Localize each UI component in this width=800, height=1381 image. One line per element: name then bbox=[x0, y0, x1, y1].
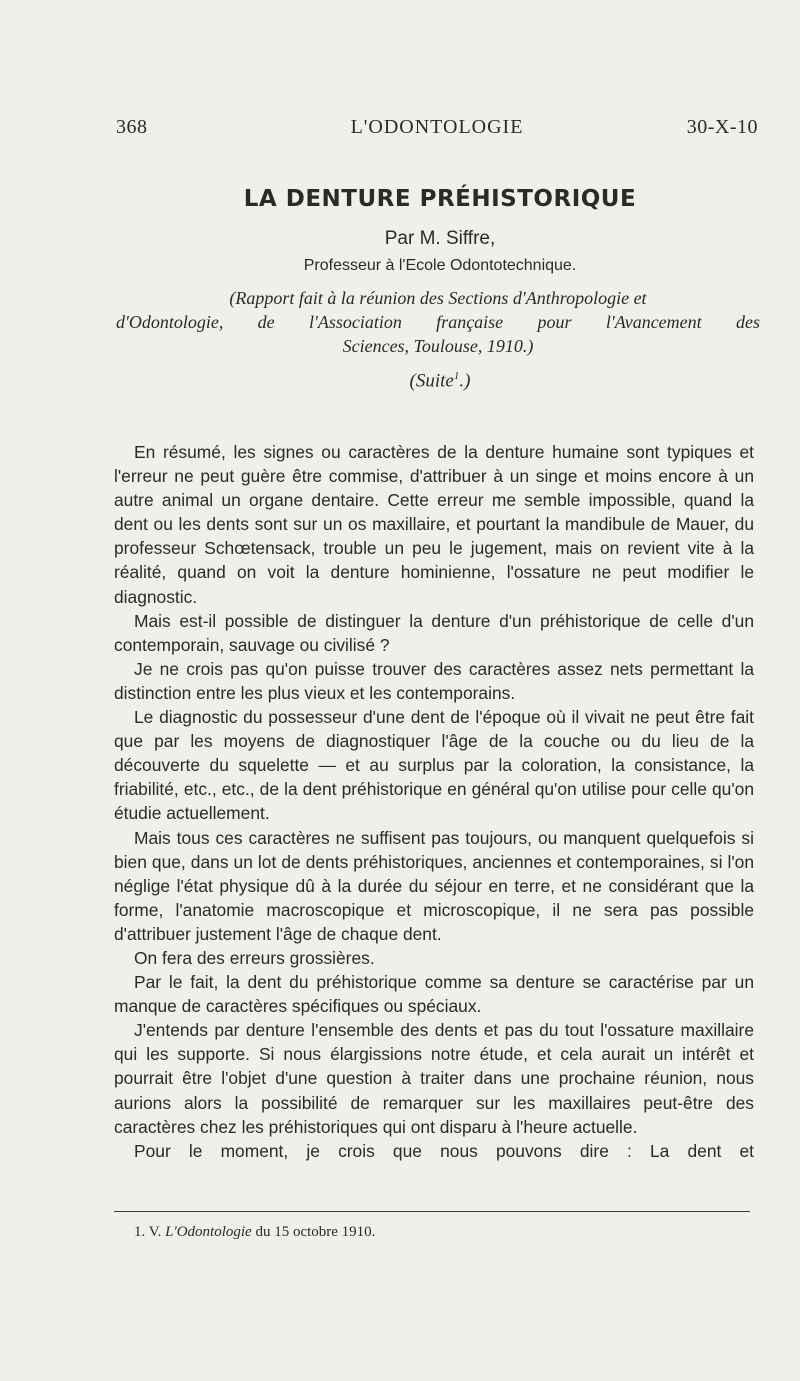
journal-title: L'ODONTOLOGIE bbox=[350, 116, 524, 138]
footnote-journal: L'Odontologie bbox=[165, 1224, 252, 1240]
article-title: LA DENTURE PRÉHISTORIQUE bbox=[243, 186, 637, 212]
paragraph: Par le fait, la dent du préhistorique comme sa denture se caractérise par un manque de caractères spécifiques ou spéciaux. bbox=[114, 972, 754, 1017]
paragraph: En résumé, les signes ou caractères de la denture humaine sont typiques et l'erreur ne peut guère être commise, d'attribuer à un singe et moins encore à un autre animal un organe dentaire. Cette erreur me semble impossible, quand la dent ou les dents sont sur un os maxillaire, et pourtant la mandibule de Mauer, du professeur Schœtensack, trouble un peu le jugement, mais on revient vite à la réalité, quand on voit la denture hominienne, l'ossature ne peut modifier le diagnostic. bbox=[114, 442, 754, 607]
footnote-rest: du 15 octobre 1910. bbox=[251, 1224, 376, 1240]
footnote-prefix: 1. V. bbox=[134, 1224, 166, 1240]
suite-label: (Suite bbox=[409, 370, 454, 392]
article-subtitle bbox=[116, 286, 760, 358]
paragraph: J'entends par denture l'ensemble des dents et pas du tout l'ossature maxillaire qui les supporte. Si nous élargissions notre étude, et cela aurait un intérêt et pourrait être l'objet d'une question à traiter dans une prochaine réunion, nous aurions alors la possibilité de remarquer sur les maxillaires peut-être des caractères chez les préhistoriques qui ont disparu à l'heure actuelle. bbox=[114, 1020, 754, 1137]
paragraph: Le diagnostic du possesseur d'une dent de l'époque où il vivait ne peut être fait que par les moyens de diagnostiquer l'âge de la couche ou du lieu de la découverte du squelette — et au surplus par la coloration, la consistance, la friabilité, etc., etc., de la dent préhistorique en général qu'on utilise pour celle qu'on étudie actuellement. bbox=[114, 707, 754, 824]
subtitle-line: d'Odontologie, de l'Association française pour l'Avancement des bbox=[116, 312, 760, 332]
paragraph: On fera des erreurs grossières. bbox=[134, 947, 375, 968]
subtitle-line: (Rapport fait à la réunion des Sections d'Anthropologie et bbox=[229, 288, 647, 308]
author-affiliation: Professeur à l'Ecole Odontotechnique. bbox=[303, 257, 577, 274]
footnote-marker: 1 bbox=[453, 370, 460, 382]
paragraph: Mais tous ces caractères ne suffisent pas toujours, ou manquent quelquefois si bien que, dans un lot de dents préhistoriques, anciennes et contemporaines, si l'on néglige l'état physique dû à la durée du séjour en terre, et ne considérant que la forme, l'anatomie macroscopique et microscopique, il ne sera pas possible d'attribuer justement l'âge de chaque dent. bbox=[114, 827, 754, 944]
paragraph: Mais est-il possible de distinguer la denture d'un préhistorique de celle d'un contemporain, sauvage ou civilisé ? bbox=[114, 610, 754, 655]
paragraph: Pour le moment, je crois que nous pouvons dire : La dent et bbox=[134, 1140, 754, 1161]
continuation-note bbox=[0, 370, 800, 392]
article-author: Par M. Siffre, bbox=[384, 228, 496, 249]
footnote-divider bbox=[114, 1211, 750, 1212]
subtitle-line: Sciences, Toulouse, 1910.) bbox=[342, 336, 534, 356]
page-number: 368 bbox=[116, 116, 148, 138]
suite-end: .) bbox=[459, 370, 471, 392]
footnote bbox=[134, 1224, 754, 1241]
issue-date: 30-X-10 bbox=[686, 116, 758, 138]
article-body bbox=[114, 440, 754, 1163]
running-head bbox=[116, 116, 758, 146]
paragraph: Je ne crois pas qu'on puisse trouver des caractères assez nets permettant la distinction entre les plus vieux et les contemporains. bbox=[114, 658, 754, 703]
